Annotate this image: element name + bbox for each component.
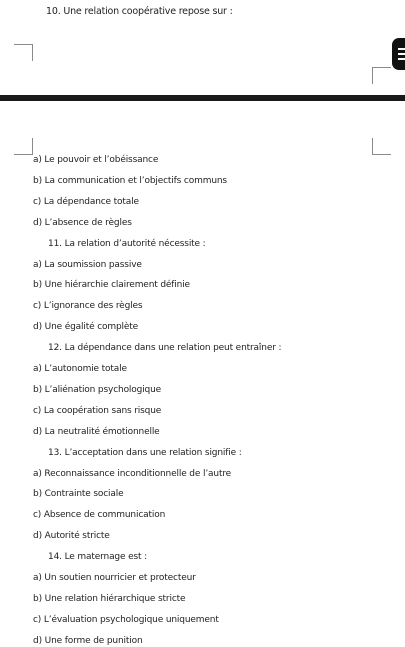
answer-option: b) Une hiérarchie clairement définie bbox=[33, 280, 190, 291]
scan-frame-corner-top-left bbox=[14, 44, 33, 61]
answer-option: c) L’évaluation psychologique uniquement bbox=[33, 614, 219, 625]
answer-option: d) L’absence de règles bbox=[33, 217, 132, 228]
scan-frame-corner-bottom-left bbox=[14, 138, 33, 155]
answer-option: c) Absence de communication bbox=[33, 510, 166, 521]
hamburger-menu-icon[interactable] bbox=[392, 38, 405, 70]
answer-option: d) Une égalité complète bbox=[33, 322, 139, 333]
scan-frame-corner-top-right bbox=[372, 67, 391, 84]
toolbar-divider-bar bbox=[0, 95, 405, 101]
menu-line bbox=[398, 58, 405, 60]
answer-option: b) Contrainte sociale bbox=[33, 489, 124, 500]
answer-option: c) L’ignorance des règles bbox=[33, 301, 143, 312]
answer-option: d) Une forme de punition bbox=[33, 635, 143, 646]
menu-line bbox=[398, 48, 405, 50]
answer-option: a) Le pouvoir et l’obéissance bbox=[33, 155, 159, 165]
answer-option: d) La neutralité émotionnelle bbox=[33, 426, 160, 437]
answer-option: a) Un soutien nourricier et protecteur bbox=[33, 573, 196, 583]
menu-line bbox=[398, 53, 405, 55]
question-heading: 13. L’acceptation dans une relation signifie : bbox=[48, 447, 242, 458]
question-heading: 11. La relation d’autorité nécessite : bbox=[48, 238, 206, 249]
question-10-heading: 10. Une relation coopérative repose sur : bbox=[46, 6, 233, 17]
answer-option: a) Reconnaissance inconditionnelle de l’autre bbox=[33, 468, 232, 479]
answer-option: b) Une relation hiérarchique stricte bbox=[33, 593, 186, 604]
question-heading: 14. Le maternage est : bbox=[48, 552, 147, 563]
answer-option: d) Autorité stricte bbox=[33, 531, 110, 542]
question-heading: 12. La dépendance dans une relation peut entraîner : bbox=[48, 343, 282, 354]
answer-option: b) La communication et l’objectifs communs bbox=[33, 175, 227, 186]
answer-option: c) La coopération sans risque bbox=[33, 405, 162, 416]
answer-option: b) L’aliénation psychologique bbox=[33, 384, 162, 395]
answer-option: c) La dépendance totale bbox=[33, 196, 139, 207]
scan-frame-corner-bottom-right bbox=[372, 138, 391, 155]
answer-option: a) La soumission passive bbox=[33, 259, 142, 270]
answer-option: a) L’autonomie totale bbox=[33, 364, 127, 374]
